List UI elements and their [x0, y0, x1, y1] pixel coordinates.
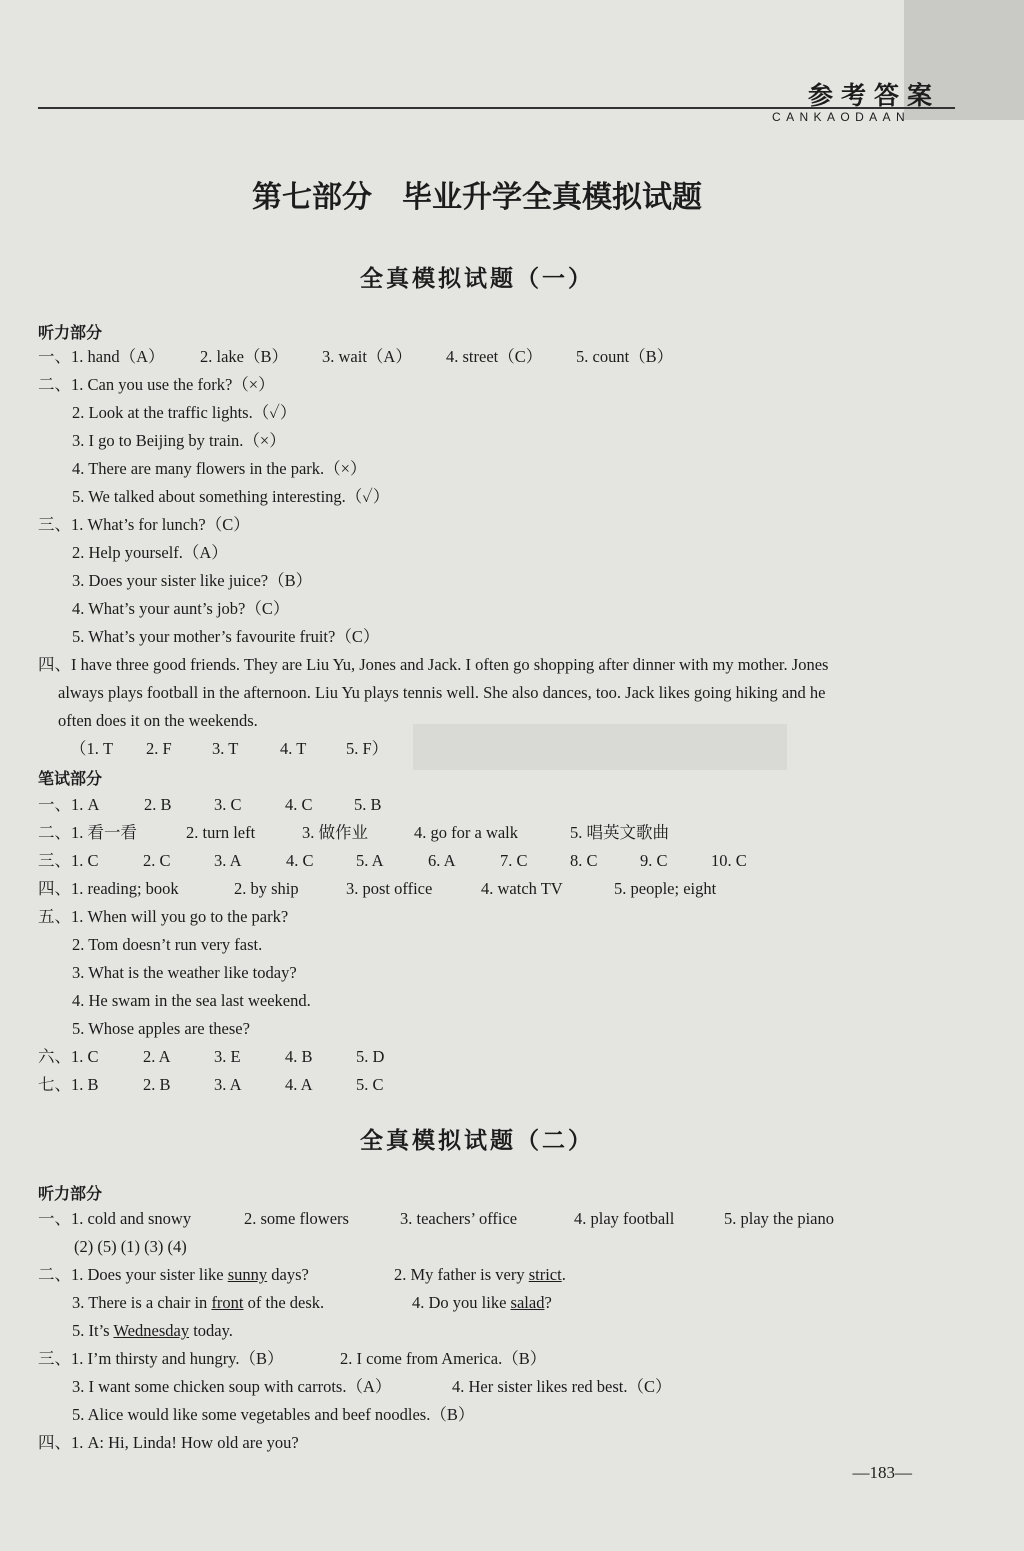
answer-item: 3. 做作业: [302, 823, 368, 842]
answer-item: 4. C: [286, 851, 314, 870]
passage-text: often does it on the weekends.: [58, 711, 258, 730]
answer-item: 5. 唱英文歌曲: [570, 823, 669, 842]
text: today.: [189, 1321, 233, 1340]
answer-item: 5. Whose apples are these?: [72, 1019, 250, 1038]
passage-text: always plays football in the afternoon. Liu Yu plays tennis well. She also dances, too. Jack likes going hiking and he: [58, 683, 826, 702]
header-title: 参考答案: [808, 81, 941, 110]
text: 2. My father is very: [394, 1265, 529, 1284]
answer-item: 3. A: [214, 851, 242, 870]
answer-item: 4. street（C）: [446, 347, 543, 366]
text: ?: [544, 1293, 552, 1312]
answer-item: 6. A: [428, 851, 456, 870]
answer-item: 3. C: [214, 795, 242, 814]
answer-item: 2. by ship: [234, 879, 299, 898]
answer-item: 5. D: [356, 1047, 385, 1066]
answer-item: 2. Tom doesn’t run very fast.: [72, 935, 263, 954]
answer-item: 六、1. C: [38, 1047, 99, 1066]
exam2-title: 全真模拟试题（二）: [360, 1127, 594, 1154]
answer-item: 三、1. What’s for lunch?（C）: [38, 515, 250, 534]
answer-item: 3. E: [214, 1047, 241, 1066]
answer-item: 4. What’s your aunt’s job?（C）: [72, 599, 290, 618]
answer-item: 9. C: [640, 851, 668, 870]
answer-item: [72, 1318, 233, 1344]
answer-item: 4. Her sister likes red best.（C）: [452, 1377, 672, 1396]
answer-item: 5. F）: [346, 739, 389, 758]
underlined-word: sunny: [227, 1265, 268, 1284]
exam2-listening-head: 听力部分: [38, 1184, 103, 1203]
answer-item: 2. turn left: [186, 823, 256, 842]
answer-item: 4. T: [280, 739, 307, 758]
answer-item: 4. A: [285, 1075, 313, 1094]
header-subtitle: CANKAODAAN: [772, 110, 911, 124]
answer-item: 四、1. reading; book: [38, 879, 179, 898]
answer-item: 3. teachers’ office: [400, 1209, 518, 1228]
underlined-word: front: [211, 1293, 244, 1312]
blank-overlay: [413, 724, 787, 770]
answer-item: 4. There are many flowers in the park.（×）: [72, 459, 367, 478]
text: .: [561, 1265, 566, 1284]
header-rule: [38, 107, 955, 109]
answer-item: 3. I go to Beijing by train.（×）: [72, 431, 286, 450]
answer-item: 4. go for a walk: [414, 823, 519, 842]
text: days?: [267, 1265, 309, 1284]
text: of the desk.: [243, 1293, 325, 1312]
answer-item: 4. C: [285, 795, 313, 814]
answer-item: 3. T: [212, 739, 239, 758]
answer-item: 五、1. When will you go to the park?: [38, 907, 289, 926]
answer-item: 5. count（B）: [576, 347, 674, 366]
answer-item: 5. A: [356, 851, 384, 870]
answer-item: 4. B: [285, 1047, 313, 1066]
answer-item: [72, 1290, 324, 1316]
answer-item: 一、1. A: [38, 795, 100, 814]
answer-item: 3. Does your sister like juice?（B）: [72, 571, 313, 590]
answer-item: 2. C: [143, 851, 171, 870]
text: 5. It’s: [72, 1321, 114, 1340]
page-number: —183—: [852, 1463, 912, 1482]
answer-item: 10. C: [711, 851, 747, 870]
answer-item: 4. watch TV: [481, 879, 563, 898]
answer-item: 一、1. hand（A）: [38, 347, 165, 366]
answer-item: 三、1. C: [38, 851, 99, 870]
answer-item: [412, 1290, 552, 1316]
answer-item: (2) (5) (1) (3) (4): [74, 1237, 187, 1256]
text: 二、1. Does your sister like: [38, 1265, 228, 1284]
answer-item: 2. Help yourself.（A）: [72, 543, 228, 562]
part-title: 第七部分 毕业升学全真模拟试题: [252, 180, 702, 215]
answer-item: 3. post office: [346, 879, 433, 898]
answer-item: 7. C: [500, 851, 528, 870]
answer-item: 5. people; eight: [614, 879, 717, 898]
answer-item: 4. He swam in the sea last weekend.: [72, 991, 311, 1010]
answer-item: 3. wait（A）: [322, 347, 412, 366]
passage-text: 四、I have three good friends. They are Liu Yu, Jones and Jack. I often go shopping after dinner with my mother. Jones: [38, 655, 829, 674]
answer-item: 2. Look at the traffic lights.（✓）: [72, 403, 297, 422]
answer-item: 四、1. A: Hi, Linda! How old are you?: [38, 1433, 299, 1452]
answer-item: 5. C: [356, 1075, 384, 1094]
underlined-word: strict: [528, 1265, 562, 1284]
answer-item: 2. B: [144, 795, 172, 814]
underlined-word: Wednesday: [113, 1321, 190, 1340]
answer-item: 二、1. 看一看: [38, 823, 137, 842]
answer-item: 2. A: [143, 1047, 171, 1066]
text: 4. Do you like: [412, 1293, 511, 1312]
text: 3. There is a chair in: [72, 1293, 212, 1312]
answer-item: 5. play the piano: [724, 1209, 834, 1228]
answer-item: （1. T: [70, 739, 114, 758]
answer-item: 4. play football: [574, 1209, 675, 1228]
answer-item: 三、1. I’m thirsty and hungry.（B）: [38, 1349, 284, 1368]
answer-item: [394, 1262, 566, 1288]
answer-item: 2. lake（B）: [200, 347, 288, 366]
answer-item: 5. We talked about something interesting.（✓）: [72, 487, 390, 506]
exam1-written-head: 笔试部分: [38, 769, 103, 788]
answer-item: 3. A: [214, 1075, 242, 1094]
exam1-title: 全真模拟试题（一）: [360, 265, 594, 292]
answer-item: 一、1. cold and snowy: [38, 1209, 192, 1228]
underlined-word: salad: [510, 1293, 545, 1312]
exam1-listening-head: 听力部分: [38, 323, 103, 342]
answer-item: 2. F: [146, 739, 172, 758]
answer-item: 5. Alice would like some vegetables and beef noodles.（B）: [72, 1405, 475, 1424]
answer-item: 5. What’s your mother’s favourite fruit?（C）: [72, 627, 380, 646]
answer-item: 二、1. Can you use the fork?（×）: [38, 375, 275, 394]
answer-item: 七、1. B: [38, 1075, 99, 1094]
answer-item: 2. B: [143, 1075, 171, 1094]
answer-item: 2. some flowers: [244, 1209, 349, 1228]
answer-item: 2. I come from America.（B）: [340, 1349, 547, 1368]
answer-item: [38, 1262, 309, 1288]
answer-item: 5. B: [354, 795, 382, 814]
answer-item: 8. C: [570, 851, 598, 870]
answer-item: 3. I want some chicken soup with carrots.（A）: [72, 1377, 392, 1396]
answer-item: 3. What is the weather like today?: [72, 963, 297, 982]
